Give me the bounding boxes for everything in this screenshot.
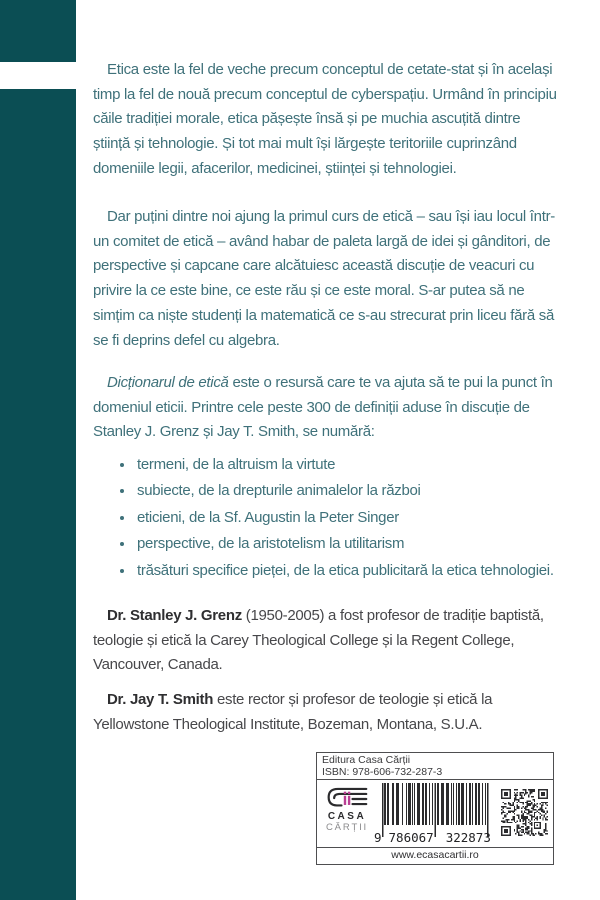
book-title-italic: Dicționarul de etică (107, 374, 229, 391)
ean-group1: 786067 (388, 830, 434, 845)
qr-code-icon (501, 789, 548, 836)
ean-prefix: 9 (374, 830, 382, 845)
paragraph-ethics-course: Dar puțini dintre noi ajung la primul curs de etică – sau își iau locul într-un comitet de etică – având habar de paleta largă de idei și gânditori, de perspective și capcane care alcătuiesc această discuție de veacuri cu privire la ce este bine, ce este rău și ce este moral. S-ar putea să ne simțim ca niște studenți la matematică ce s-au strecurat prin liceu fără să se fi deprins defel cu algebra. (93, 208, 555, 349)
list-item (106, 452, 561, 478)
bullet-dot-icon (120, 516, 124, 520)
bullet-dot-icon (120, 542, 124, 546)
author-name: Dr. Stanley J. Grenz (107, 607, 242, 624)
bullet-dot-icon (120, 463, 124, 467)
author-bio-text: este rector și profesor de teologie și etică la Yellowstone Theological Institute, Bozeman, Montana, S.U.A. (93, 691, 493, 733)
paragraph-dictionary-intro (93, 371, 561, 445)
author-name: Dr. Jay T. Smith (107, 691, 214, 708)
ean-barcode-digits (374, 830, 498, 844)
bullet-text: subiecte, de la drepturile animalelor la război (137, 482, 421, 500)
casa-cartii-book-icon (325, 786, 369, 812)
bullet-text: trăsături specifice pieței, de la etica publicitară la etica tehnologiei. (137, 561, 554, 579)
ean-group2: 322873 (445, 830, 491, 845)
ean-barcode (374, 783, 498, 845)
bullet-dot-icon (120, 489, 124, 493)
author-bio-smith (93, 688, 561, 737)
bullet-text: eticieni, de la Sf. Augustin la Peter Singer (137, 508, 399, 526)
paragraph-dictionary-rest: este o resursă care te va ajuta să te pui la punct în domeniul eticii. Printre cele peste 300 de definiții aduse în discuție de Stanley J. Grenz și Jay T. Smith, se numără: (93, 374, 553, 441)
spine-notch (0, 62, 76, 89)
website-label: www.ecasacartii.ro (317, 847, 553, 864)
bullet-text: termeni, de la altruism la virtute (137, 456, 336, 473)
bullet-list (106, 452, 561, 584)
barcode-row (317, 780, 553, 847)
list-item (106, 531, 561, 557)
bullet-text: perspective, de la aristotelism la utilitarism (137, 535, 405, 553)
spine-strip (0, 0, 76, 900)
author-bio-grenz (93, 604, 561, 678)
logo-text-casa: CASA (327, 811, 367, 822)
list-item (106, 505, 561, 531)
paragraph-ethics-old-new: Etica este la fel de veche precum conceptul de cetate-stat și în același timp la fel de nouă precum conceptul de cyberspațiu. Urmând în principiu căile tradiției morale, etica pășește însă și pe muchia ascuțită dintre știință și tehnologie. Și tot mai mult își lărgește teritoriile cuprinzând domeniile legii, afacerilor, medicinei, științei și tehnologiei. (93, 61, 557, 177)
logo-text-cartii: CĂRȚII (326, 822, 368, 833)
bullet-dot-icon (120, 569, 124, 573)
list-item (106, 558, 561, 584)
author-bio-text: (1950-2005) a fost profesor de tradiție baptistă, teologie și etică la Carey Theological College și la Regent College, Vancouver, Canada. (93, 607, 544, 674)
publisher-barcode-box (316, 752, 554, 865)
casa-cartii-logo (320, 786, 374, 833)
publisher-name: Editura Casa Cărții (322, 754, 411, 766)
publisher-header (317, 753, 553, 780)
isbn-label: ISBN: 978-606-732-287-3 (322, 765, 443, 778)
list-item (106, 478, 561, 504)
